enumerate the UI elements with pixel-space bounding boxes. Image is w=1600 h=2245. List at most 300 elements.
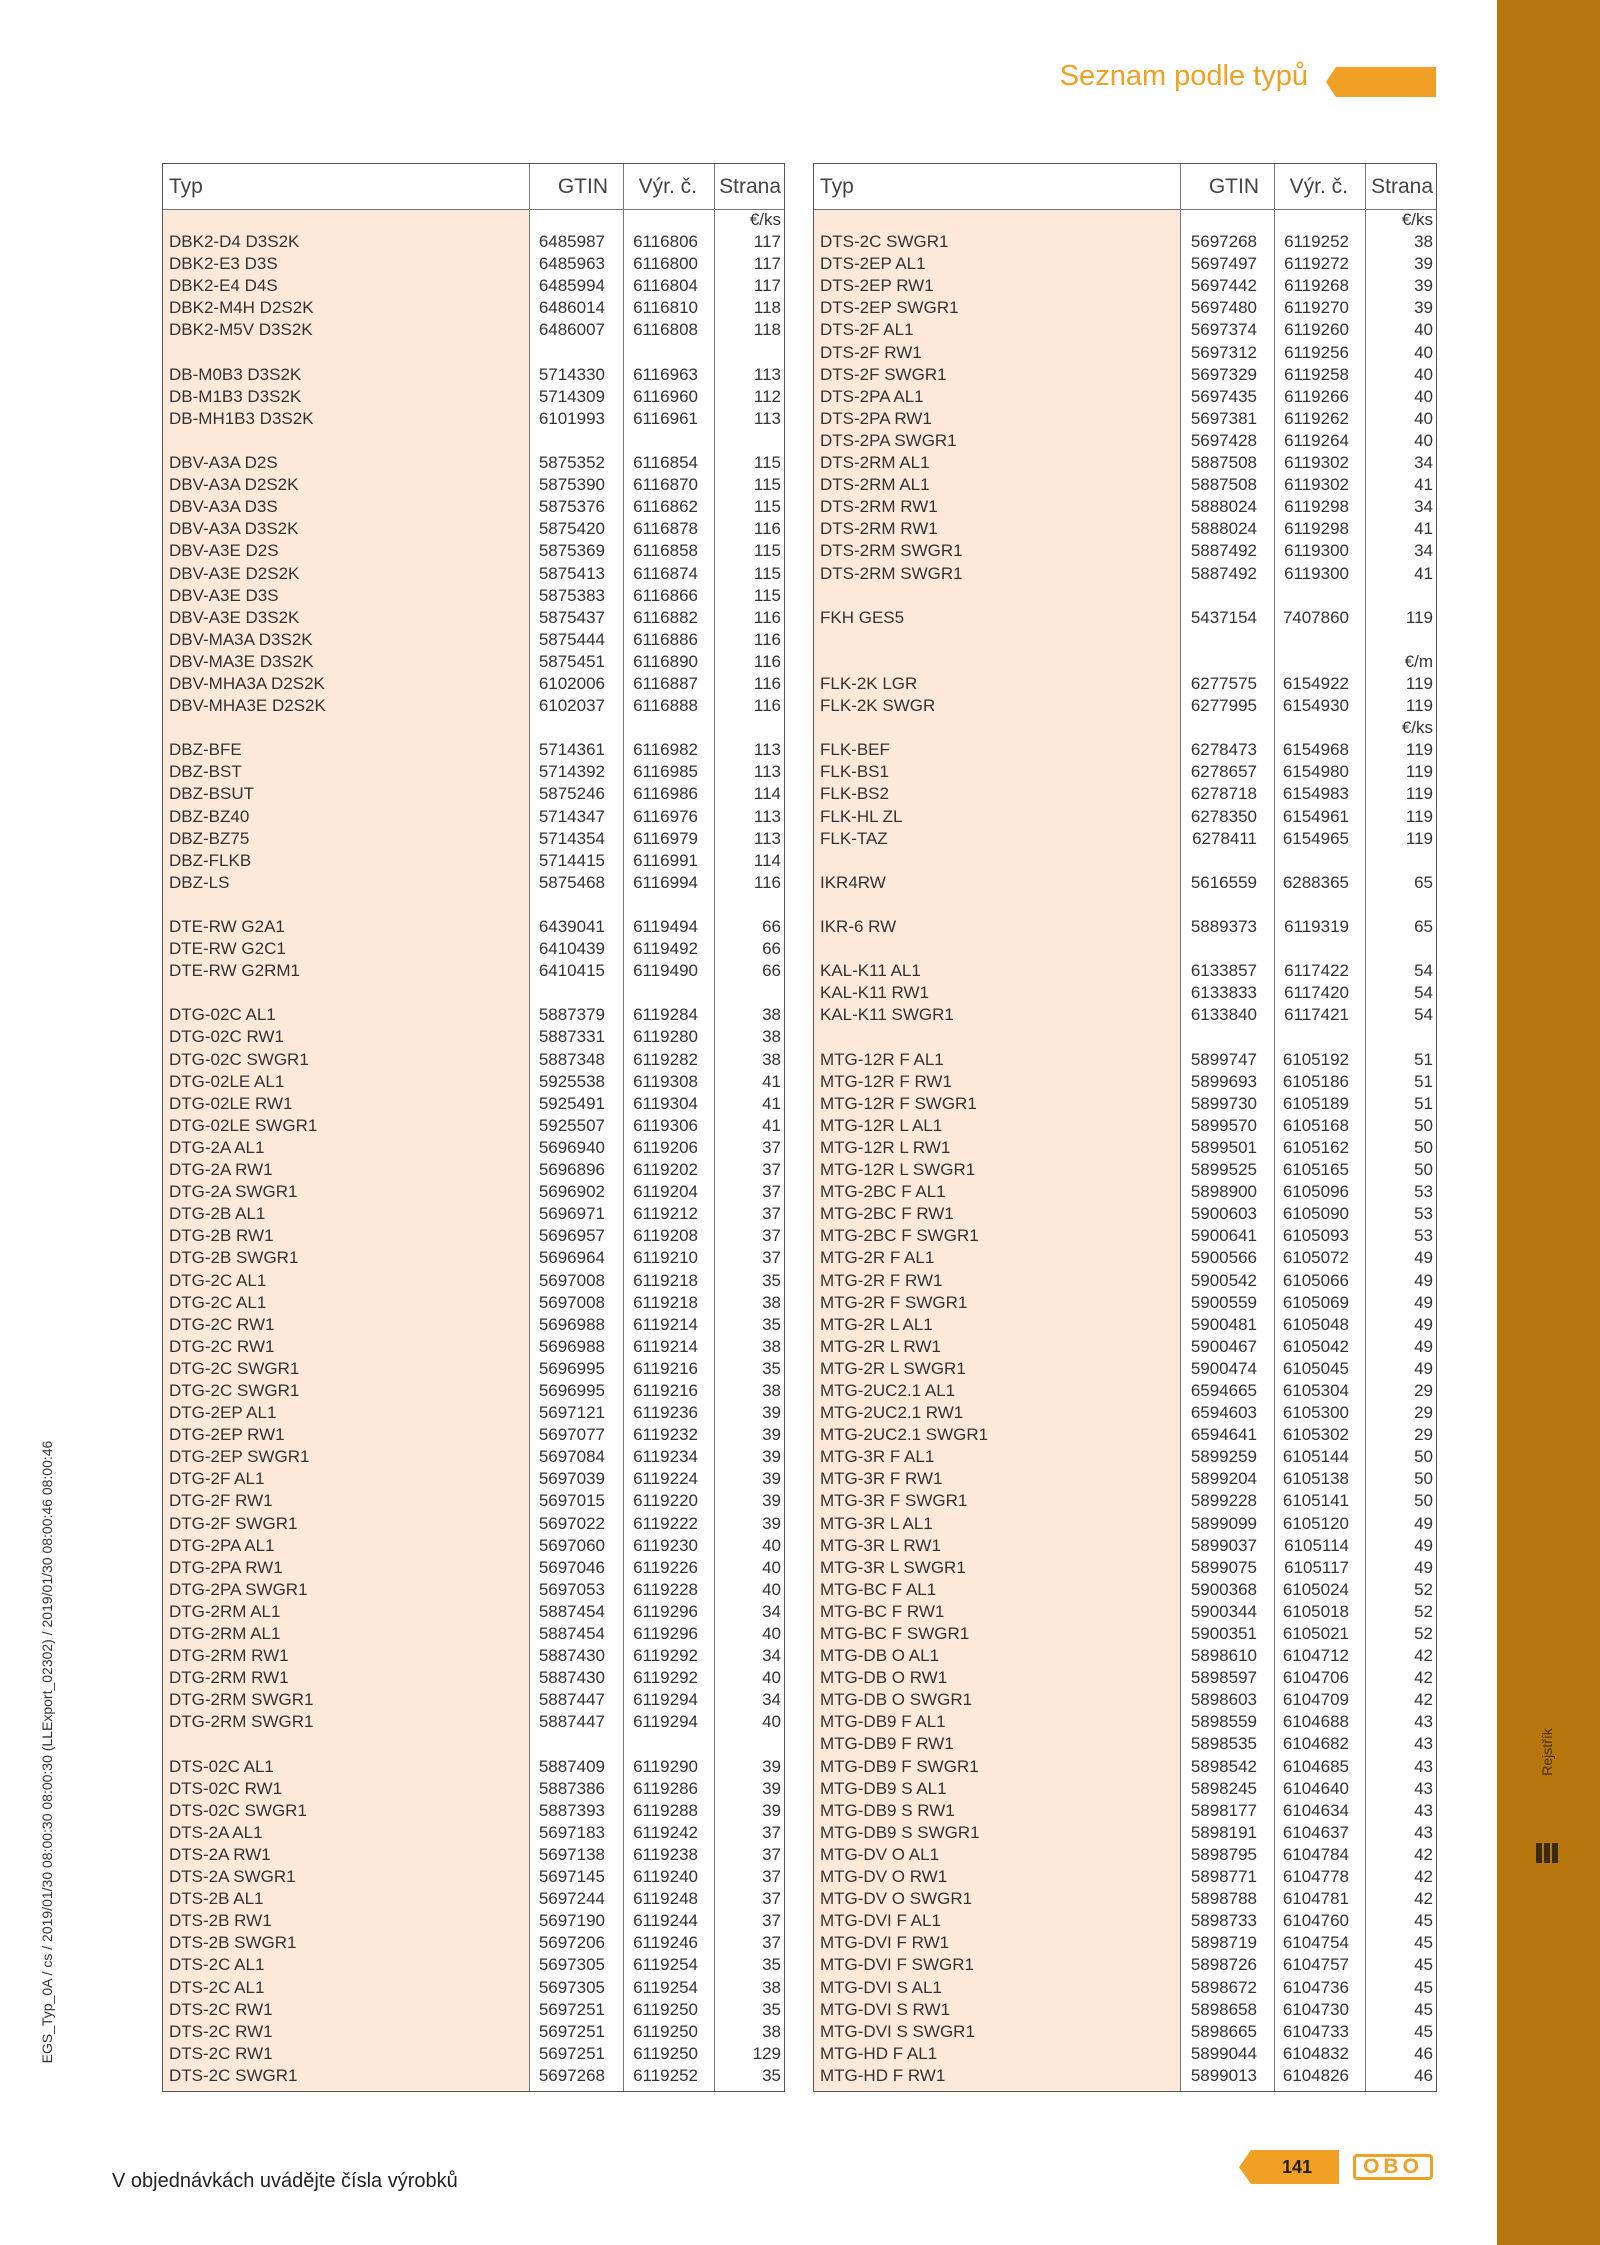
cell-typ: DTS-2PA SWGR1 <box>820 430 957 450</box>
table-row <box>163 1093 784 1115</box>
cell-typ: MTG-2BC F SWGR1 <box>820 1226 979 1246</box>
cell-strana: 41 <box>762 1115 781 1135</box>
cell-gtin: 5697053 <box>538 1579 605 1599</box>
cell-strana: 38 <box>1414 232 1433 252</box>
cell-gtin: 5898597 <box>1190 1668 1257 1688</box>
cell-vyr: 6119256 <box>1284 342 1349 362</box>
cell-gtin: 6278473 <box>1190 740 1257 760</box>
cell-typ: DBK2-D4 D3S2K <box>169 232 300 252</box>
cell-strana: 39 <box>762 1403 781 1423</box>
cell-vyr: 6104688 <box>1282 1712 1349 1732</box>
table-row <box>814 982 1436 1004</box>
table-row <box>163 209 784 231</box>
table-row <box>814 607 1436 629</box>
cell-vyr: 6119248 <box>633 1889 698 1909</box>
table-row <box>814 1424 1436 1446</box>
cell-strana: 49 <box>1414 1292 1433 1312</box>
cell-typ: DTS-2A RW1 <box>169 1844 271 1864</box>
cell-typ: MTG-12R L SWGR1 <box>820 1160 976 1180</box>
cell-vyr: 6119240 <box>633 1867 698 1887</box>
table-row <box>163 938 784 960</box>
cell-typ: DBV-MA3E D3S2K <box>169 651 314 671</box>
column-header-gtin: GTIN <box>557 175 608 198</box>
cell-gtin: 5888024 <box>1190 519 1257 539</box>
cell-vyr: 6119492 <box>633 939 698 959</box>
cell-vyr: 6119236 <box>633 1403 698 1423</box>
table-row <box>814 1756 1436 1778</box>
cell-typ: DBZ-BSUT <box>169 784 254 804</box>
cell-typ: DTS-2A AL1 <box>169 1822 263 1842</box>
table-row <box>163 408 784 430</box>
cell-vyr: 6116986 <box>633 784 698 804</box>
cell-typ: DBV-MHA3A D2S2K <box>169 673 325 693</box>
table-row <box>814 783 1436 805</box>
cell-vyr: 6119220 <box>633 1491 698 1511</box>
cell-gtin: 5899013 <box>1190 2065 1257 2085</box>
cell-typ: DTG-2RM SWGR1 <box>169 1690 314 1710</box>
cell-gtin: 5899037 <box>1190 1535 1257 1555</box>
cell-vyr: 6154930 <box>1282 696 1349 716</box>
cell-typ: DBV-A3E D2S <box>169 541 279 561</box>
cell-strana: 113 <box>753 408 781 428</box>
cell-typ: DBV-A3A D2S2K <box>169 475 299 495</box>
cell-typ: DTG-2B SWGR1 <box>169 1248 299 1268</box>
table-row <box>814 408 1436 430</box>
cell-typ: DTG-2A SWGR1 <box>169 1182 298 1202</box>
cell-vyr: 6105138 <box>1282 1469 1349 1489</box>
cell-typ: DTE-RW G2RM1 <box>169 961 300 981</box>
cell-strana: 38 <box>762 1292 781 1312</box>
cell-strana: 116 <box>753 629 781 649</box>
cell-typ: DTG-2C RW1 <box>169 1314 275 1334</box>
table-row <box>814 1270 1436 1292</box>
cell-typ: DTS-2C SWGR1 <box>820 232 949 252</box>
cell-gtin: 5900603 <box>1190 1204 1257 1224</box>
cell-gtin: 5900351 <box>1190 1624 1257 1643</box>
cell-vyr: 6119224 <box>633 1469 698 1489</box>
cell-typ: DTS-2B SWGR1 <box>169 1933 297 1953</box>
cell-vyr: 6119306 <box>633 1115 698 1135</box>
cell-gtin: 5697015 <box>538 1491 605 1511</box>
cell-gtin: 5697374 <box>1190 320 1257 340</box>
cell-gtin: 5697190 <box>538 1911 605 1931</box>
cell-strana: 43 <box>1414 1822 1433 1842</box>
cell-vyr: 6119212 <box>633 1204 698 1224</box>
table-row <box>163 2065 784 2087</box>
cell-vyr: 6117422 <box>1284 961 1349 981</box>
cell-vyr: 6154983 <box>1282 784 1349 804</box>
cell-typ: KAL-K11 RW1 <box>820 983 929 1003</box>
table-row <box>163 872 784 894</box>
cell-gtin: 5925491 <box>538 1093 605 1113</box>
cell-typ: FLK-BS2 <box>820 784 889 804</box>
cell-strana: 65 <box>1414 872 1433 892</box>
cell-gtin: 5899204 <box>1190 1469 1257 1489</box>
cell-vyr: 6154968 <box>1282 740 1349 760</box>
cell-strana: 38 <box>762 1049 781 1069</box>
cell-typ: DTG-2PA SWGR1 <box>169 1579 308 1599</box>
cell-vyr: 6119222 <box>633 1513 698 1533</box>
cell-strana: 50 <box>1414 1469 1433 1489</box>
table-row <box>163 1557 784 1579</box>
cell-gtin: 5925507 <box>538 1115 605 1135</box>
cell-vyr: 6116866 <box>633 585 698 605</box>
page-title: Seznam podle typů <box>1059 60 1308 92</box>
cell-typ: DTS-02C RW1 <box>169 1778 283 1798</box>
table-row <box>163 1270 784 1292</box>
column-header-typ: Typ <box>820 175 854 198</box>
cell-gtin: 5888024 <box>1190 497 1257 517</box>
cell-gtin: 5696988 <box>538 1336 605 1356</box>
page-number: 141 <box>1282 2157 1313 2177</box>
cell-typ: MTG-DB9 F AL1 <box>820 1712 946 1732</box>
table-row <box>163 739 784 761</box>
cell-vyr: 6119268 <box>1284 276 1349 296</box>
cell-gtin: 5697060 <box>538 1535 605 1555</box>
cell-strana: 39 <box>762 1425 781 1445</box>
cell-gtin: 5899075 <box>1190 1557 1257 1577</box>
cell-gtin: 5887379 <box>538 1005 605 1025</box>
cell-strana: 40 <box>762 1535 781 1555</box>
cell-gtin: 6102006 <box>538 673 605 693</box>
cell-strana: 119 <box>1405 784 1433 804</box>
cell-vyr: 6105069 <box>1282 1292 1349 1312</box>
cell-typ: DTG-2A RW1 <box>169 1160 273 1180</box>
cell-strana: 113 <box>753 806 781 826</box>
table-row <box>814 1667 1436 1689</box>
cell-strana: 38 <box>762 1005 781 1025</box>
cell-vyr: 6119244 <box>633 1911 698 1931</box>
cell-strana: 117 <box>753 254 781 274</box>
table-row <box>814 1557 1436 1579</box>
cell-typ: IKR-6 RW <box>820 917 897 936</box>
cell-vyr: 6119494 <box>633 917 698 936</box>
cell-vyr: 6119258 <box>1284 364 1349 384</box>
footer-instruction: V objednávkách uvádějte čísla výrobků <box>112 2170 458 2192</box>
table-row <box>163 761 784 783</box>
cell-vyr: 6119254 <box>633 1977 698 1997</box>
cell-typ: DTS-2F SWGR1 <box>820 364 947 384</box>
cell-typ: DBZ-FLKB <box>169 850 252 870</box>
cell-strana: 113 <box>753 828 781 848</box>
cell-typ: DTG-2C SWGR1 <box>169 1380 300 1400</box>
cell-strana: 40 <box>1414 386 1433 406</box>
cell-vyr: 6119262 <box>1284 408 1349 428</box>
cell-gtin: 5616559 <box>1190 872 1257 892</box>
cell-gtin: 5697329 <box>1190 364 1257 384</box>
table-row <box>163 1910 784 1932</box>
cell-typ: MTG-DVI S SWGR1 <box>820 2021 975 2041</box>
cell-gtin: 5697312 <box>1190 342 1257 362</box>
cell-typ: MTG-DV O AL1 <box>820 1844 940 1864</box>
cell-typ: DTG-2PA RW1 <box>169 1557 283 1577</box>
cell-gtin: 5697039 <box>538 1469 605 1489</box>
table-row <box>814 209 1436 231</box>
cell-typ: DTG-02LE RW1 <box>169 1093 293 1113</box>
cell-gtin: 6594603 <box>1190 1403 1257 1423</box>
cell-typ: DTS-2B AL1 <box>169 1889 264 1909</box>
table-row <box>814 1225 1436 1247</box>
cell-gtin: 5875246 <box>538 784 605 804</box>
cell-gtin: 5696988 <box>538 1314 605 1334</box>
table-row <box>163 342 784 364</box>
cell-strana: 29 <box>1414 1403 1433 1423</box>
cell-strana: 40 <box>762 1579 781 1599</box>
cell-typ: MTG-2R F RW1 <box>820 1270 943 1290</box>
cell-typ: MTG-BC F AL1 <box>820 1579 937 1599</box>
cell-gtin: 5889373 <box>1190 917 1257 936</box>
cell-gtin: 5898672 <box>1190 1977 1257 1997</box>
cell-strana: 39 <box>762 1513 781 1533</box>
cell-typ: KAL-K11 AL1 <box>820 961 921 981</box>
cell-gtin: 5900481 <box>1190 1314 1257 1334</box>
price-unit-label: €/ks <box>749 210 781 229</box>
cell-typ: DBK2-M4H D2S2K <box>169 298 314 318</box>
cell-strana: 42 <box>1414 1690 1433 1710</box>
cell-strana: 41 <box>1414 563 1433 583</box>
cell-typ: MTG-DB9 F RW1 <box>820 1734 954 1754</box>
cell-typ: MTG-2R L AL1 <box>820 1314 933 1334</box>
cell-typ: DTS-2C RW1 <box>169 2021 273 2041</box>
table-row <box>814 275 1436 297</box>
column-header-strana: Strana <box>1371 175 1433 198</box>
section-sidebar <box>1497 0 1600 2245</box>
cell-gtin: 6133857 <box>1190 961 1257 981</box>
table-row <box>163 231 784 253</box>
cell-strana: 40 <box>762 1712 781 1732</box>
table-row <box>163 1623 784 1645</box>
table-row <box>163 540 784 562</box>
cell-gtin: 5900368 <box>1190 1579 1257 1599</box>
table-row <box>814 1026 1436 1048</box>
cell-typ: DBV-MHA3E D2S2K <box>169 696 326 716</box>
table-row <box>163 1424 784 1446</box>
cell-gtin: 5714309 <box>538 386 605 406</box>
cell-vyr: 6154961 <box>1282 806 1349 826</box>
cell-gtin: 5900542 <box>1190 1270 1257 1290</box>
table-row <box>814 1800 1436 1822</box>
table-row <box>163 1137 784 1159</box>
cell-strana: 37 <box>762 1911 781 1931</box>
table-row <box>814 1181 1436 1203</box>
cell-vyr: 6116808 <box>633 320 698 340</box>
cell-vyr: 6116862 <box>633 497 698 517</box>
cell-vyr: 6116874 <box>633 563 698 583</box>
table-row <box>163 717 784 739</box>
cell-typ: DBV-A3E D3S <box>169 585 279 605</box>
cell-typ: DTS-2RM AL1 <box>820 453 930 473</box>
cell-gtin: 6594641 <box>1190 1425 1257 1445</box>
cell-vyr: 6119250 <box>633 2021 698 2041</box>
table-row <box>814 364 1436 386</box>
cell-gtin: 5697435 <box>1190 386 1257 406</box>
cell-vyr: 6116963 <box>633 364 698 384</box>
cell-strana: 42 <box>1414 1889 1433 1909</box>
cell-typ: DBV-A3A D3S <box>169 497 278 517</box>
table-row <box>814 1336 1436 1358</box>
cell-vyr: 6119302 <box>1284 475 1349 495</box>
cell-vyr: 6119490 <box>633 961 698 981</box>
cell-vyr: 6105162 <box>1282 1137 1349 1157</box>
cell-typ: DBK2-M5V D3S2K <box>169 320 313 340</box>
cell-gtin: 6277575 <box>1190 673 1257 693</box>
cell-typ: MTG-DV O SWGR1 <box>820 1889 973 1909</box>
cell-typ: MTG-12R F SWGR1 <box>820 1093 977 1113</box>
table-row <box>814 1689 1436 1711</box>
cell-vyr: 6119298 <box>1284 519 1349 539</box>
cell-typ: MTG-DB9 S RW1 <box>820 1800 955 1820</box>
cell-vyr: 6116810 <box>633 298 698 318</box>
table-row <box>163 828 784 850</box>
cell-gtin: 5697008 <box>538 1292 605 1312</box>
cell-strana: 119 <box>1405 696 1433 716</box>
cell-gtin: 5898559 <box>1190 1712 1257 1732</box>
table-row <box>163 894 784 916</box>
cell-gtin: 6486007 <box>538 320 605 340</box>
cell-vyr: 6104640 <box>1282 1778 1349 1798</box>
cell-gtin: 5899747 <box>1190 1049 1257 1069</box>
cell-gtin: 5697121 <box>538 1403 605 1423</box>
table-row <box>163 518 784 540</box>
cell-gtin: 5697206 <box>538 1933 605 1953</box>
cell-strana: 65 <box>1414 917 1433 936</box>
cell-strana: 116 <box>753 872 781 892</box>
cell-strana: 37 <box>762 1933 781 1953</box>
cell-strana: 66 <box>762 917 781 936</box>
cell-vyr: 6119218 <box>633 1270 698 1290</box>
type-index-table-left <box>162 163 785 2092</box>
cell-gtin: 5900467 <box>1190 1336 1257 1356</box>
table-row <box>814 297 1436 319</box>
cell-strana: 112 <box>753 386 781 406</box>
cell-strana: 40 <box>762 1624 781 1643</box>
cell-gtin: 6101993 <box>538 408 605 428</box>
cell-gtin: 5696902 <box>538 1182 605 1202</box>
cell-vyr: 6119208 <box>633 1226 698 1246</box>
cell-typ: FLK-HL ZL <box>820 806 903 826</box>
cell-vyr: 6104634 <box>1282 1800 1349 1820</box>
cell-strana: 118 <box>753 298 781 318</box>
table-row <box>814 1844 1436 1866</box>
cell-strana: 39 <box>1414 298 1433 318</box>
cell-strana: 114 <box>753 850 781 870</box>
cell-strana: 41 <box>762 1071 781 1091</box>
cell-vyr: 6105114 <box>1284 1535 1349 1555</box>
cell-typ: DTS-2RM SWGR1 <box>820 563 963 583</box>
cell-vyr: 6116800 <box>633 254 698 274</box>
table-row <box>163 1247 784 1269</box>
cell-vyr: 6105168 <box>1282 1115 1349 1135</box>
cell-typ: MTG-3R F RW1 <box>820 1469 943 1489</box>
cell-typ: DTG-02C SWGR1 <box>169 1049 309 1069</box>
cell-gtin: 6410415 <box>538 961 605 981</box>
cell-vyr: 6105144 <box>1282 1447 1349 1467</box>
cell-gtin: 5899693 <box>1190 1071 1257 1091</box>
cell-vyr: 6105093 <box>1282 1226 1349 1246</box>
cell-strana: 35 <box>762 1955 781 1975</box>
cell-gtin: 5899044 <box>1190 2043 1257 2063</box>
cell-gtin: 6133840 <box>1190 1005 1257 1025</box>
cell-typ: DTS-2C RW1 <box>169 1999 273 2019</box>
cell-gtin: 6485987 <box>538 232 605 252</box>
cell-vyr: 6116854 <box>633 453 698 473</box>
cell-strana: 45 <box>1414 2021 1433 2041</box>
table-row <box>814 1535 1436 1557</box>
cell-typ: MTG-DVI F SWGR1 <box>820 1955 974 1975</box>
cell-gtin: 5898191 <box>1190 1822 1257 1842</box>
cell-vyr: 6105024 <box>1282 1579 1349 1599</box>
cell-strana: 50 <box>1414 1447 1433 1467</box>
table-row <box>814 496 1436 518</box>
cell-gtin: 5898733 <box>1190 1911 1257 1931</box>
cell-strana: 45 <box>1414 1955 1433 1975</box>
table-row <box>814 1203 1436 1225</box>
cell-gtin: 5714392 <box>538 762 605 782</box>
table-row <box>163 452 784 474</box>
cell-typ: MTG-2UC2.1 RW1 <box>820 1403 964 1423</box>
cell-strana: 42 <box>1414 1668 1433 1688</box>
cell-gtin: 5697084 <box>538 1447 605 1467</box>
cell-vyr: 6104754 <box>1282 1933 1349 1953</box>
cell-vyr: 6104781 <box>1282 1889 1349 1909</box>
cell-strana: 50 <box>1414 1491 1433 1511</box>
cell-typ: MTG-12R L AL1 <box>820 1115 943 1135</box>
table-row <box>163 1733 784 1755</box>
table-row <box>814 1645 1436 1667</box>
table-row <box>814 585 1436 607</box>
cell-gtin: 5437154 <box>1190 607 1257 627</box>
table-row <box>814 828 1436 850</box>
cell-typ: FLK-BS1 <box>820 762 889 782</box>
cell-typ: DTS-2C AL1 <box>169 1977 265 1997</box>
cell-strana: 42 <box>1414 1867 1433 1887</box>
cell-vyr: 6119242 <box>633 1822 698 1842</box>
table-row <box>814 1093 1436 1115</box>
cell-vyr: 6119246 <box>633 1933 698 1953</box>
cell-strana: 115 <box>753 453 781 473</box>
table-row <box>814 253 1436 275</box>
table-row <box>163 1711 784 1733</box>
cell-strana: 41 <box>762 1093 781 1113</box>
obo-logo: OBO <box>1353 2154 1433 2180</box>
cell-vyr: 6119288 <box>633 1800 698 1820</box>
cell-strana: 37 <box>762 1248 781 1268</box>
cell-typ: DTG-2RM AL1 <box>169 1601 281 1621</box>
cell-gtin: 6439041 <box>538 917 605 936</box>
cell-typ: DTG-2C SWGR1 <box>169 1358 300 1378</box>
cell-vyr: 6119290 <box>633 1756 698 1776</box>
cell-typ: MTG-DB9 F SWGR1 <box>820 1756 979 1776</box>
cell-vyr: 6105120 <box>1282 1513 1349 1533</box>
cell-vyr: 6116888 <box>633 696 698 716</box>
table-row <box>814 1049 1436 1071</box>
cell-gtin: 5899501 <box>1190 1137 1257 1157</box>
table-row <box>163 1866 784 1888</box>
table-row <box>163 629 784 651</box>
cell-typ: DTS-02C SWGR1 <box>169 1800 307 1820</box>
cell-vyr: 6119272 <box>1284 254 1349 274</box>
cell-strana: 52 <box>1414 1579 1433 1599</box>
cell-strana: 115 <box>753 585 781 605</box>
table-row <box>163 1778 784 1800</box>
cell-typ: MTG-3R L RW1 <box>820 1535 941 1555</box>
cell-vyr: 6105192 <box>1282 1049 1349 1069</box>
table-row <box>163 253 784 275</box>
cell-strana: 115 <box>753 497 781 517</box>
cell-vyr: 6119280 <box>633 1027 698 1047</box>
cell-typ: DBZ-BST <box>169 762 242 782</box>
table-row <box>163 1977 784 1999</box>
